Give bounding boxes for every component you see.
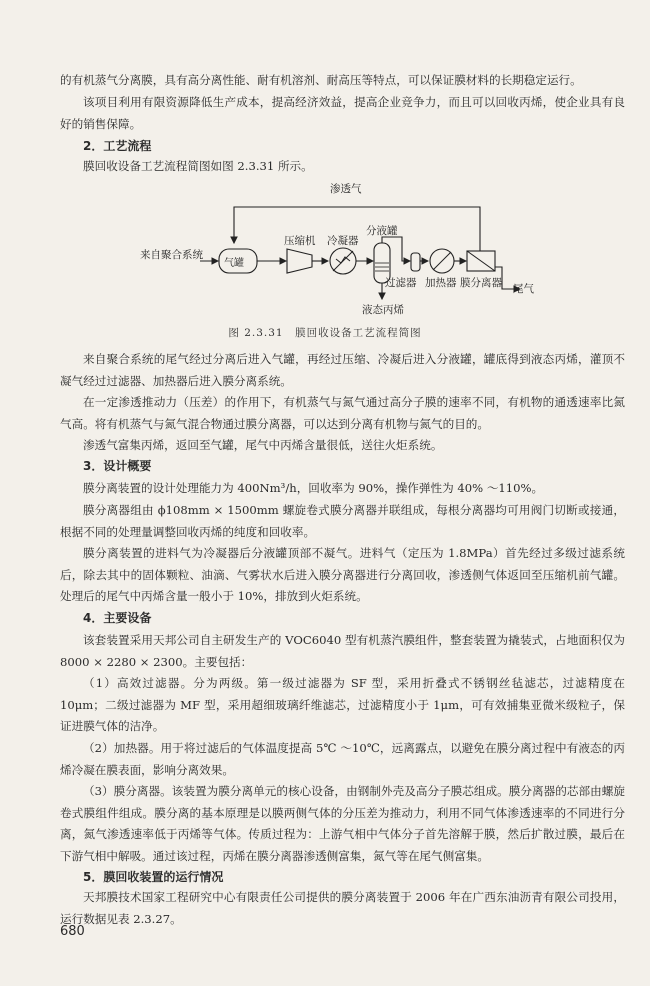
compressor-shape bbox=[287, 249, 312, 273]
paragraph-benefits: 该项目利用有限资源降低生产成本，提高经济效益，提高企业竞争力，而且可以回收丙烯，使企业具有良好的销售保障。 bbox=[60, 95, 625, 131]
paragraph-heater: （2）加热器。用于将过滤后的气体温度提高 5℃ ～10℃，远离露点，以避免在膜分离过程中有液态的丙烯冷凝在膜表面，影响分离效果。 bbox=[60, 741, 625, 777]
compressor-label: 压缩机 bbox=[284, 235, 316, 247]
tail-gas-label: 尾气 bbox=[513, 283, 534, 295]
filter-shape bbox=[411, 253, 420, 271]
paragraph-intro-end: 的有机蒸气分离膜，具有高分离性能、耐有机溶剂、耐高压等特点，可以保证膜材料的长期稳定运行。 bbox=[60, 73, 582, 87]
paragraph-separator-group: 膜分离器组由 ϕ108mm × 1500mm 螺旋卷式膜分离器并联组成，每根分离器均可用阀门切断或接通，根据不同的处理量调整回收丙烯的纯度和回收率。 bbox=[60, 503, 625, 539]
gas-tank-label: 气罐 bbox=[224, 258, 244, 269]
process-flow-diagram bbox=[140, 175, 540, 320]
figure-caption: 图 2.3.31 膜回收设备工艺流程简图 bbox=[228, 327, 422, 339]
filter-label: 过滤器 bbox=[385, 277, 417, 289]
paragraph-separation-principle: 在一定渗透推动力（压差）的作用下，有机蒸气与氮气通过高分子膜的速率不同，有机物的通透速率比氮气高。将有机蒸气与氮气混合物通过膜分离器，可以达到分离有机物与氮气的目的。 bbox=[60, 395, 625, 431]
membrane-separator-label: 膜分离器 bbox=[460, 277, 502, 289]
liquid-propylene-label: 液态丙烯 bbox=[362, 304, 404, 316]
condenser-label: 冷凝器 bbox=[327, 235, 359, 247]
paragraph-equipment-intro: 该套装置采用天邦公司自主研发生产的 VOC6040 型有机蒸汽膜组件，整套装置为撬装式，占地面积仅为 8000 × 2280 × 2300。主要包括： bbox=[60, 633, 625, 669]
paragraph-membrane-separator: （3）膜分离器。该装置为膜分离单元的核心设备，由钢制外壳及高分子膜芯组成。膜分离器的芯部由螺旋卷式膜组件组成。膜分离的基本原理是以膜两侧气体的分压差为推动力，利用不同气体渗透速率的不同进行分离，氮气渗透速率低于丙烯等气体。传质过程为：上游气相中气体分子首先溶解于膜，然后扩散过膜，最后在下游气相中解吸。通过该过程，丙烯在膜分离器渗透侧富集，氮气等在尾气侧富集。 bbox=[60, 784, 625, 863]
page-number: 680 bbox=[60, 924, 85, 939]
paragraph-process-description: 来自聚合系统的尾气经过分离后进入气罐，再经过压缩、冷凝后进入分液罐，罐底得到液态丙烯，灌顶不凝气经过过滤器、加热器后进入膜分离系统。 bbox=[60, 352, 625, 388]
heater-label: 加热器 bbox=[425, 277, 457, 289]
paragraph-feed-gas: 膜分离装置的进料气为冷凝器后分液罐顶部不凝气。进料气（定压为 1.8MPa）首先经过多级过滤系统后，除去其中的固体颗粒、油滴、气雾状水后进入膜分离器进行分离回收，渗透侧气体返回至压缩机前气罐。处理后的尾气中丙烯含量一般小于 10%，排放到火炬系统。 bbox=[60, 546, 625, 603]
heading-process-flow: 2．工艺流程 bbox=[83, 139, 152, 153]
separator-label: 分液罐 bbox=[366, 225, 398, 237]
source-label: 来自聚合系统 bbox=[140, 249, 203, 261]
paragraph-figure-reference: 膜回收设备工艺流程简图如图 2.3.31 所示。 bbox=[83, 159, 313, 173]
heading-main-equipment: 4．主要设备 bbox=[83, 611, 152, 625]
permeate-label: 渗透气 bbox=[330, 183, 362, 195]
heading-design-summary: 3．设计概要 bbox=[83, 459, 152, 473]
heading-operation: 5．膜回收装置的运行情况 bbox=[83, 870, 224, 884]
paragraph-filters: （1）高效过滤器。分为两级。第一级过滤器为 SF 型，采用折叠式不锈钢丝毡滤芯，过滤精度在 10μm；二级过滤器为 MF 型，采用超细玻璃纤维滤芯，过滤精度小于 1μm，可有效捕集亚微米级粒子，保证进膜气体的洁净。 bbox=[60, 676, 625, 733]
paragraph-operation: 天邦膜技术国家工程研究中心有限责任公司提供的膜分离装置于 2006 年在广西东油沥青有限公司投用，运行数据见表 2.3.27。 bbox=[60, 890, 625, 926]
paragraph-capacity: 膜分离装置的设计处理能力为 400Nm³/h，回收率为 90%，操作弹性为 40% ～110%。 bbox=[83, 481, 544, 495]
paragraph-permeate-return: 渗透气富集丙烯，返回至气罐，尾气中丙烯含量很低，送往火炬系统。 bbox=[83, 438, 443, 452]
